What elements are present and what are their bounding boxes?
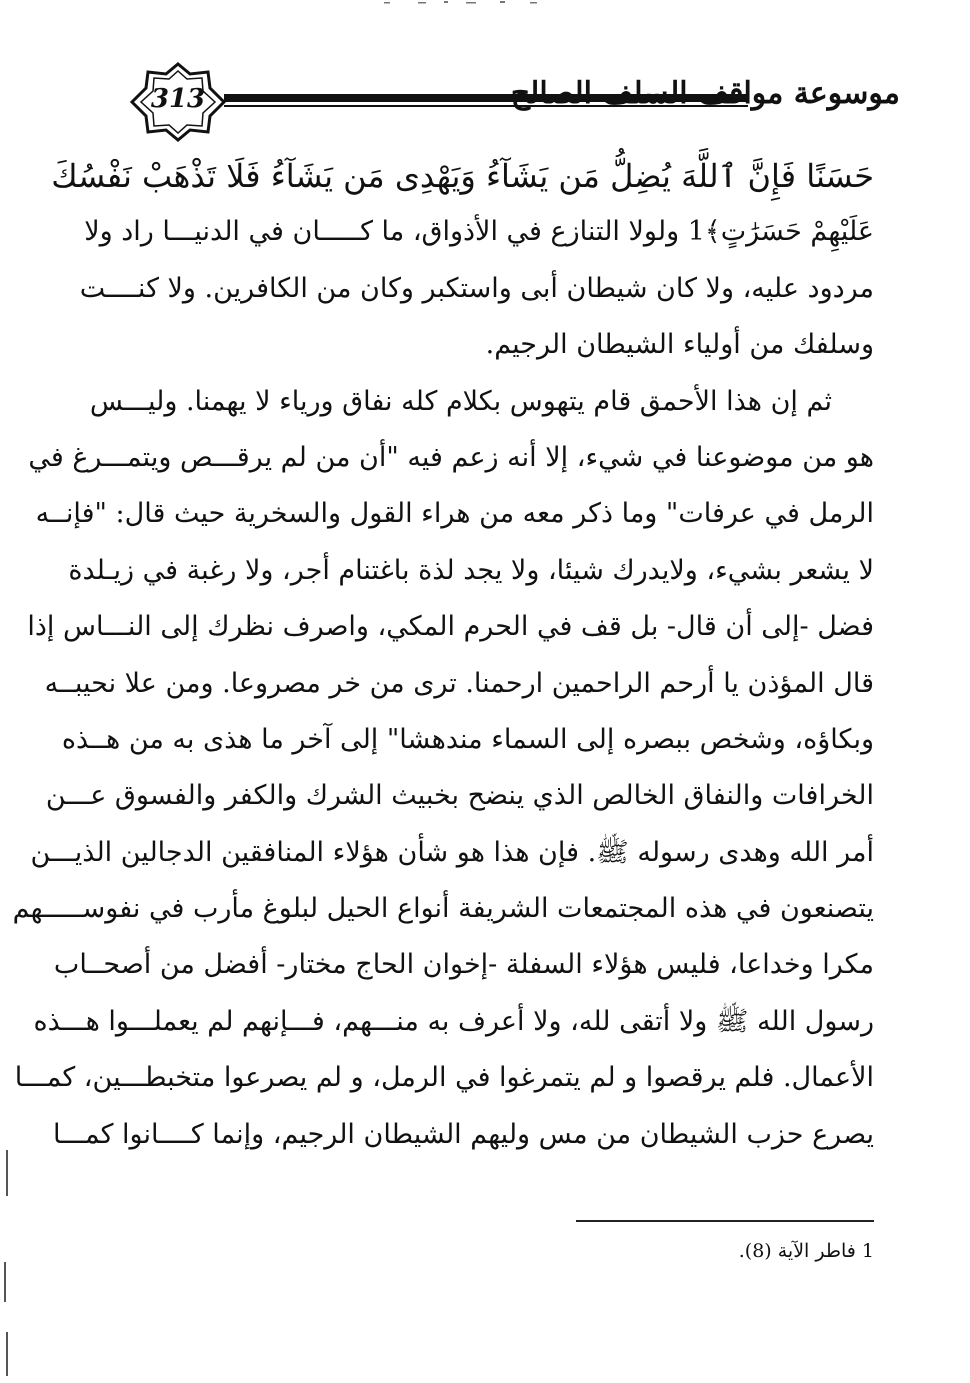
main-text — [12, 148, 874, 1163]
scan-margin-mark — [6, 1150, 8, 1196]
text-line: حَسَنًا فَإِنَّ ٱللَّهَ يُضِلُّ مَن يَشَآءُ وَيَهْدِى مَن يَشَآءُ فَلَا تَذْهَبْ نَفْسُكَ — [51, 157, 874, 195]
page-number: 313 — [150, 84, 206, 114]
text-line: مردود عليه، ولا كان شيطان أبى واستكبر وكان من الكافرين. ولا كنــــت — [79, 272, 874, 304]
text-line: رسول الله ﷺ ولا أتقى لله، ولا أعرف به منـــهم، فـــإنهم لم يعملـــوا هـــذه — [33, 1005, 874, 1037]
text-line: ثم إن هذا الأحمق قام يتهوس بكلام كله نفاق ورياء لا يهمنا. وليـــس — [89, 385, 832, 417]
text-line: مكرا وخداعا، فليس هؤلاء السفلة -إخوان الحاج مختار- أفضل من أصحــاب — [53, 949, 874, 981]
text-line: الأعمال. فلم يرقصوا و لم يتمرغوا في الرمل، و لم يصرعوا متخبطـــين، كمـــا — [14, 1062, 874, 1094]
text-line: لا يشعر بشيء، ولايدرك شيئا، ولا يجد لذة باغتنام أجر، ولا رغبة في زيـلدة — [68, 554, 874, 586]
page-number-badge — [128, 62, 228, 142]
text-line: الرمل في عرفات" وما ذكر معه من هراء القول والسخرية حيث قال: "فإنــه — [35, 498, 874, 530]
scan-margin-mark — [4, 1262, 6, 1302]
footnote-separator — [576, 1220, 874, 1222]
text-line: يصرع حزب الشيطان من مس وليهم الشيطان الرجيم، وإنما كــــانوا كمـــا — [53, 1118, 874, 1150]
text-line: عَلَيْهِمْ حَسَرَٰتٍ﴾1 ولولا التنازع في الأذواق، ما كـــــان في الدنيـــا راد ولا — [84, 216, 874, 248]
text-line: وسلفك من أولياء الشيطان الرجيم. — [485, 329, 874, 361]
footnote: 1 فاطر الآية (8). — [738, 1240, 874, 1262]
text-line: فضل -إلى أن قال- بل قف في الحرم المكي، واصرف نظرك إلى النـــاس إذا — [27, 611, 874, 643]
page-header — [128, 62, 900, 142]
scan-margin-mark — [6, 1332, 8, 1376]
text-line: هو من موضوعنا في شيء، إلا أنه زعم فيه "أن من لم يرقـــص ويتمـــرغ في — [28, 441, 874, 473]
text-line: قال المؤذن يا أرحم الراحمين ارحمنا. ترى من خر مصروعا. ومن علا نحيبــه — [44, 667, 874, 699]
text-line: أمر الله وهدى رسوله ﷺ. فإن هذا هو شأن هؤلاء المنافقين الدجالين الذيـــن — [30, 836, 874, 868]
scan-top-marks — [370, 0, 570, 8]
text-line: الخرافات والنفاق الخالص الذي ينضح بخبيث الشرك والكفر والفسوق عـــن — [45, 780, 874, 812]
text-line: يتصنعون في هذه المجتمعات الشريفة أنواع الحيل لبلوغ مأرب في نفوســـــهم — [12, 893, 874, 925]
running-title: موسوعة مواقف السلف الصالح — [510, 76, 900, 111]
text-line: وبكاؤه، وشخص ببصره إلى السماء مندهشا" إلى آخر ما هذى به من هــذه — [61, 723, 874, 755]
